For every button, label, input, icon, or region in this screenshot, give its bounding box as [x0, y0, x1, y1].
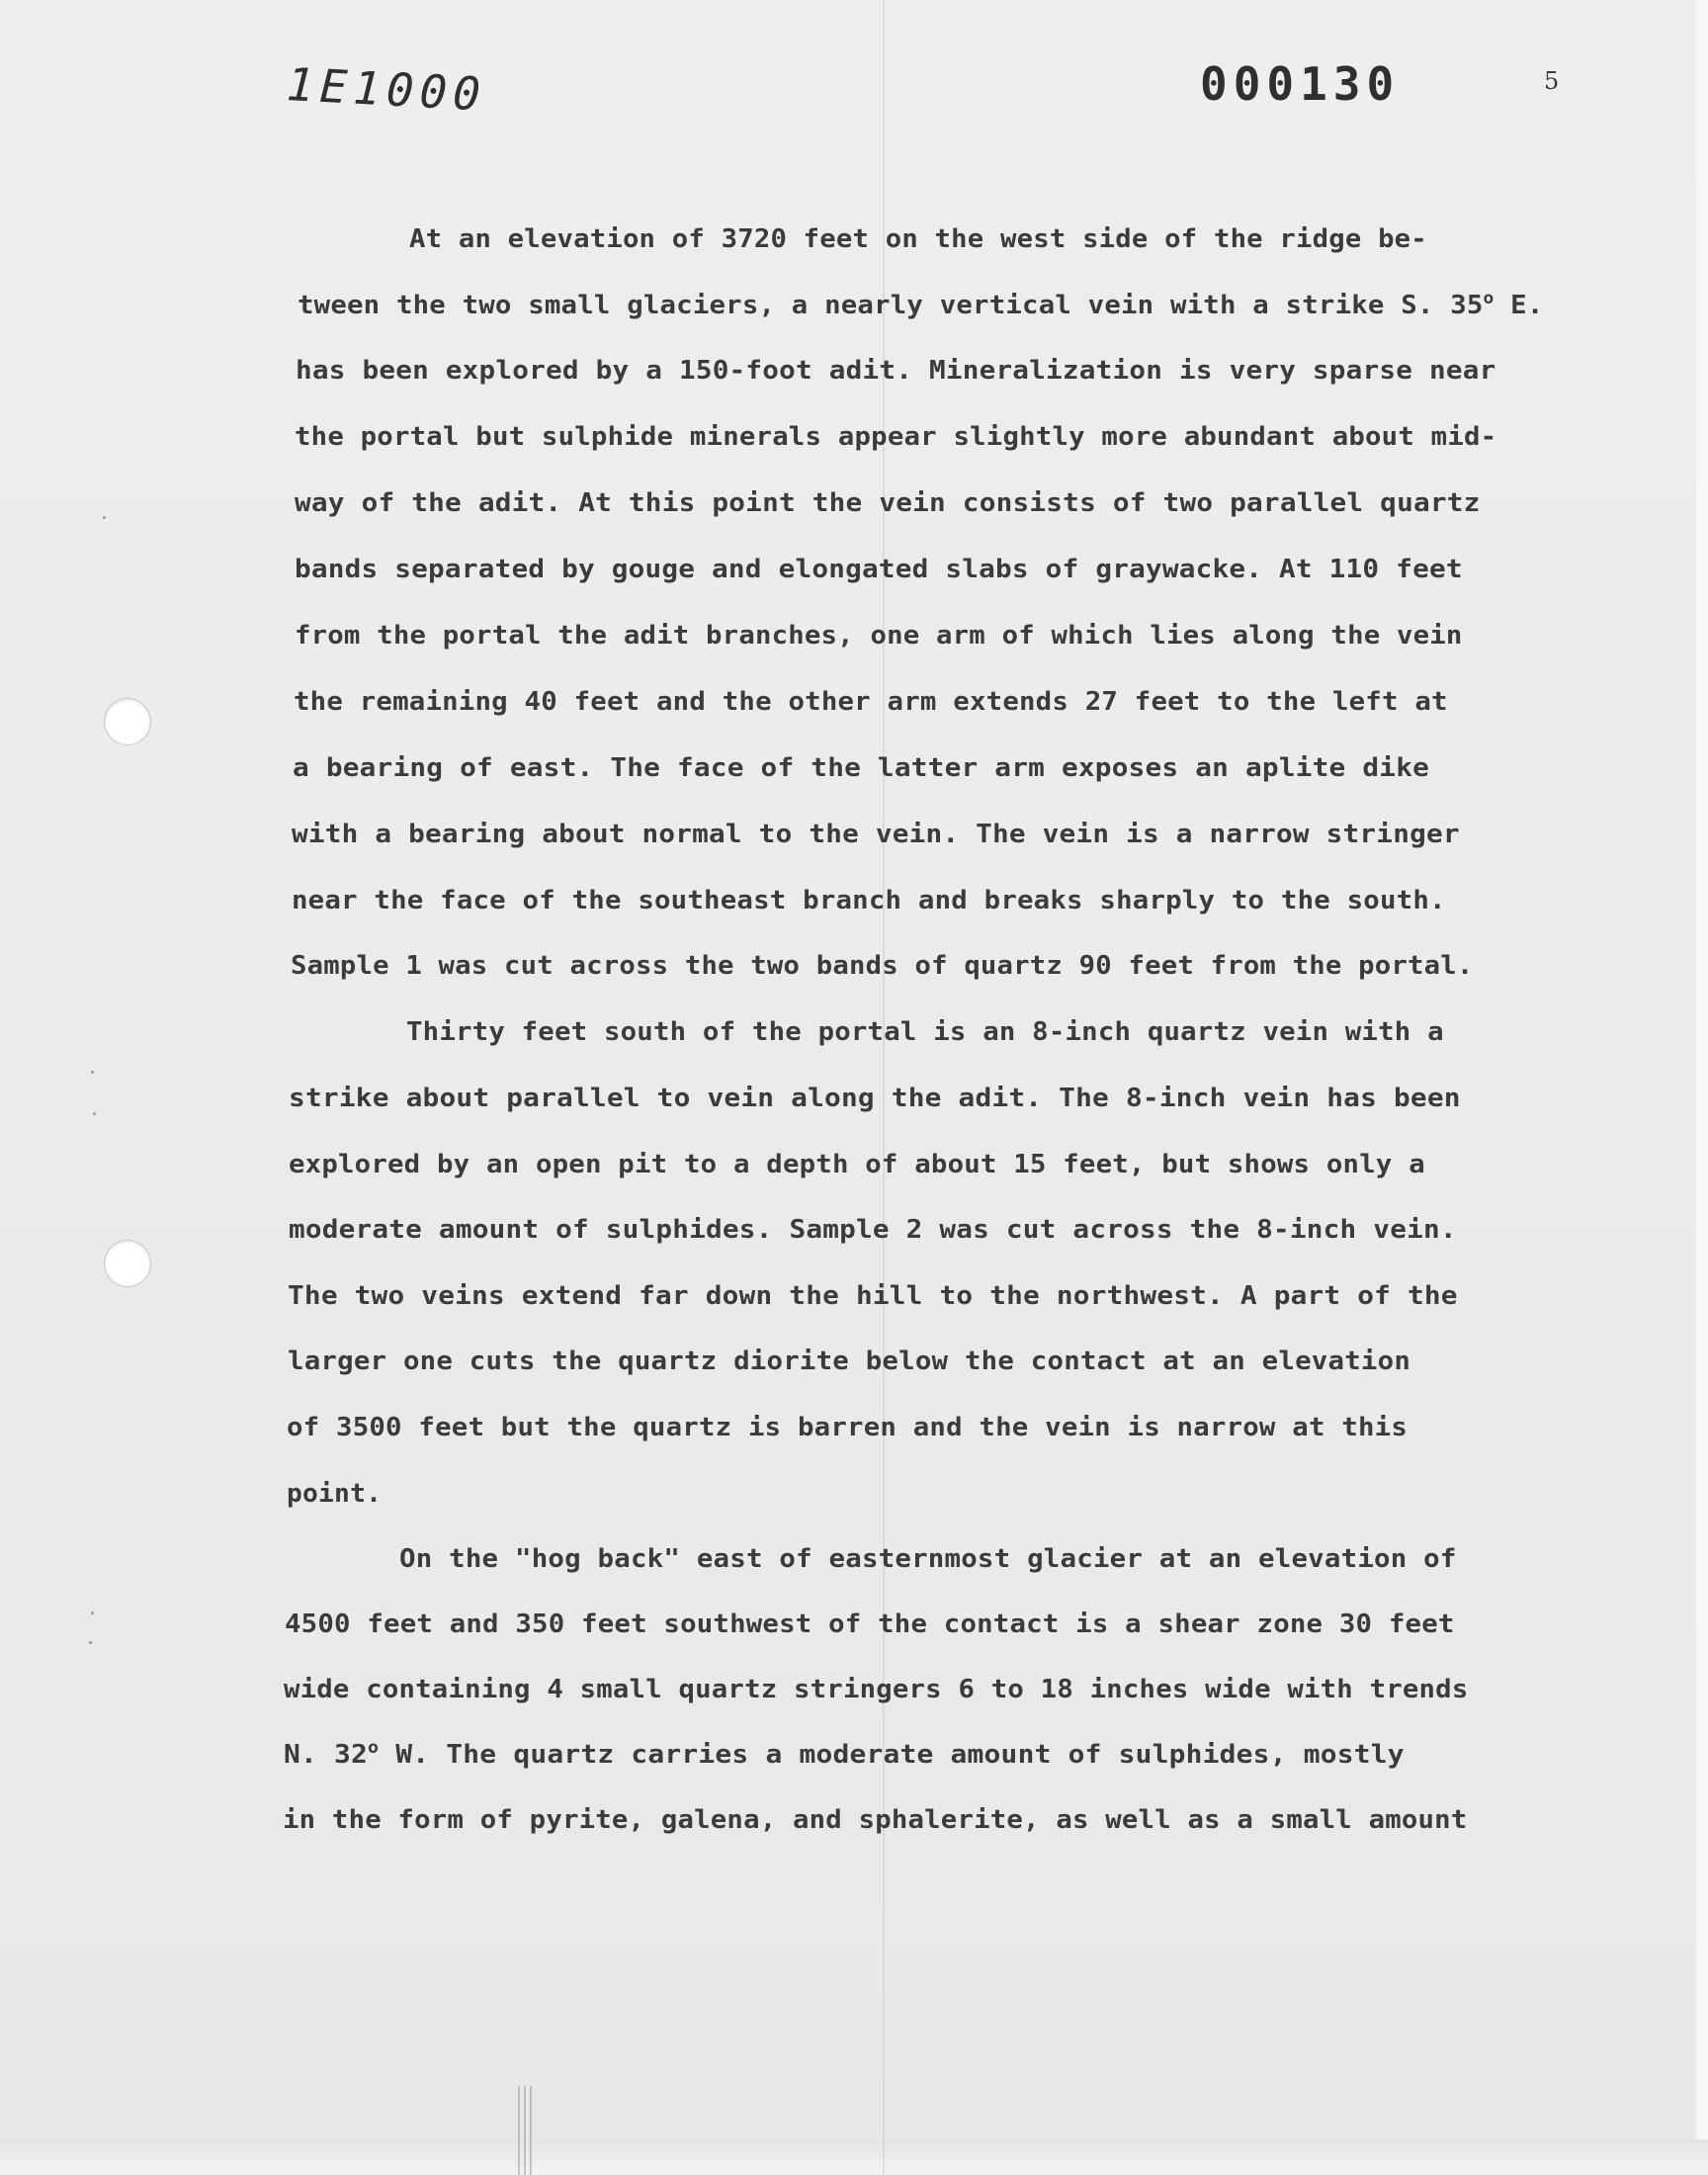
text-line: 4500 feet and 350 feet southwest of the contact is a shear zone 30 feet [285, 1610, 1455, 1639]
text-line: wide containing 4 small quartz stringers 6 to 18 inches wide with trends [284, 1675, 1469, 1704]
scan-stripe [524, 2086, 526, 2175]
text-line: Sample 1 was cut across the two bands of quartz 90 feet from the portal. [291, 951, 1474, 981]
text-line: with a bearing about normal to the vein. The vein is a narrow stringer [292, 820, 1460, 849]
text-line: bands separated by gouge and elongated slabs of graywacke. At 110 feet [295, 555, 1463, 584]
text-line: has been explored by a 150-foot adit. Mineralization is very sparse near [296, 356, 1496, 386]
text-line: The two veins extend far down the hill to the northwest. A part of the [288, 1281, 1458, 1311]
text-line: a bearing of east. The face of the latter arm exposes an aplite dike [293, 753, 1430, 783]
text-line: larger one cuts the quartz diorite below the contact at an elevation [288, 1347, 1411, 1376]
document-id-stamp-left: 1E1000 [285, 57, 488, 122]
scan-speck [91, 1071, 94, 1074]
text-line: way of the adit. At this point the vein consists of two parallel quartz [295, 488, 1481, 518]
text-line: On the "hog back" east of easternmost glacier at an elevation of [399, 1544, 1457, 1574]
text-line: near the face of the southeast branch and breaks sharply to the south. [292, 886, 1446, 915]
text-line: N. 32$^o$ W. The quartz carries a moderate amount of sulphides, mostly [284, 1738, 1405, 1770]
scan-speck [91, 1611, 94, 1614]
punch-hole-lower [105, 1241, 150, 1286]
text-line: explored by an open pit to a depth of about 15 feet, but shows only a [289, 1150, 1425, 1179]
scan-speck [93, 1112, 96, 1115]
text-line: of 3500 feet but the quartz is barren and the vein is narrow at this [287, 1413, 1409, 1442]
text-line: the portal but sulphide minerals appear slightly more abundant about mid- [295, 422, 1497, 452]
text-line: tween the two small glaciers, a nearly vertical vein with a strike S. 35$^o$ E. [298, 289, 1544, 320]
text-line: the remaining 40 feet and the other arm extends 27 feet to the left at [294, 687, 1448, 717]
text-line: Thirty feet south of the portal is an 8-inch quartz vein with a [406, 1017, 1444, 1047]
document-id-stamp-right: 000130 [1200, 57, 1401, 111]
scan-edge-right [1696, 0, 1708, 2175]
scan-edge-bottom [0, 2139, 1708, 2175]
text-line: strike about parallel to vein along the adit. The 8-inch vein has been [289, 1084, 1461, 1113]
scan-stripe [518, 2086, 520, 2175]
page-number: 5 [1544, 67, 1560, 95]
text-line: moderate amount of sulphides. Sample 2 was cut across the 8-inch vein. [289, 1215, 1457, 1245]
scan-stripe [530, 2086, 532, 2175]
scan-speck [89, 1641, 92, 1644]
text-line: point. [287, 1479, 383, 1509]
punch-hole-upper [105, 699, 150, 744]
text-line: At an elevation of 3720 feet on the west side of the ridge be- [409, 224, 1427, 254]
scan-speck [103, 516, 106, 519]
text-line: in the form of pyrite, galena, and sphalerite, as well as a small amount [283, 1805, 1468, 1835]
text-line: from the portal the adit branches, one arm of which lies along the vein [295, 621, 1463, 651]
